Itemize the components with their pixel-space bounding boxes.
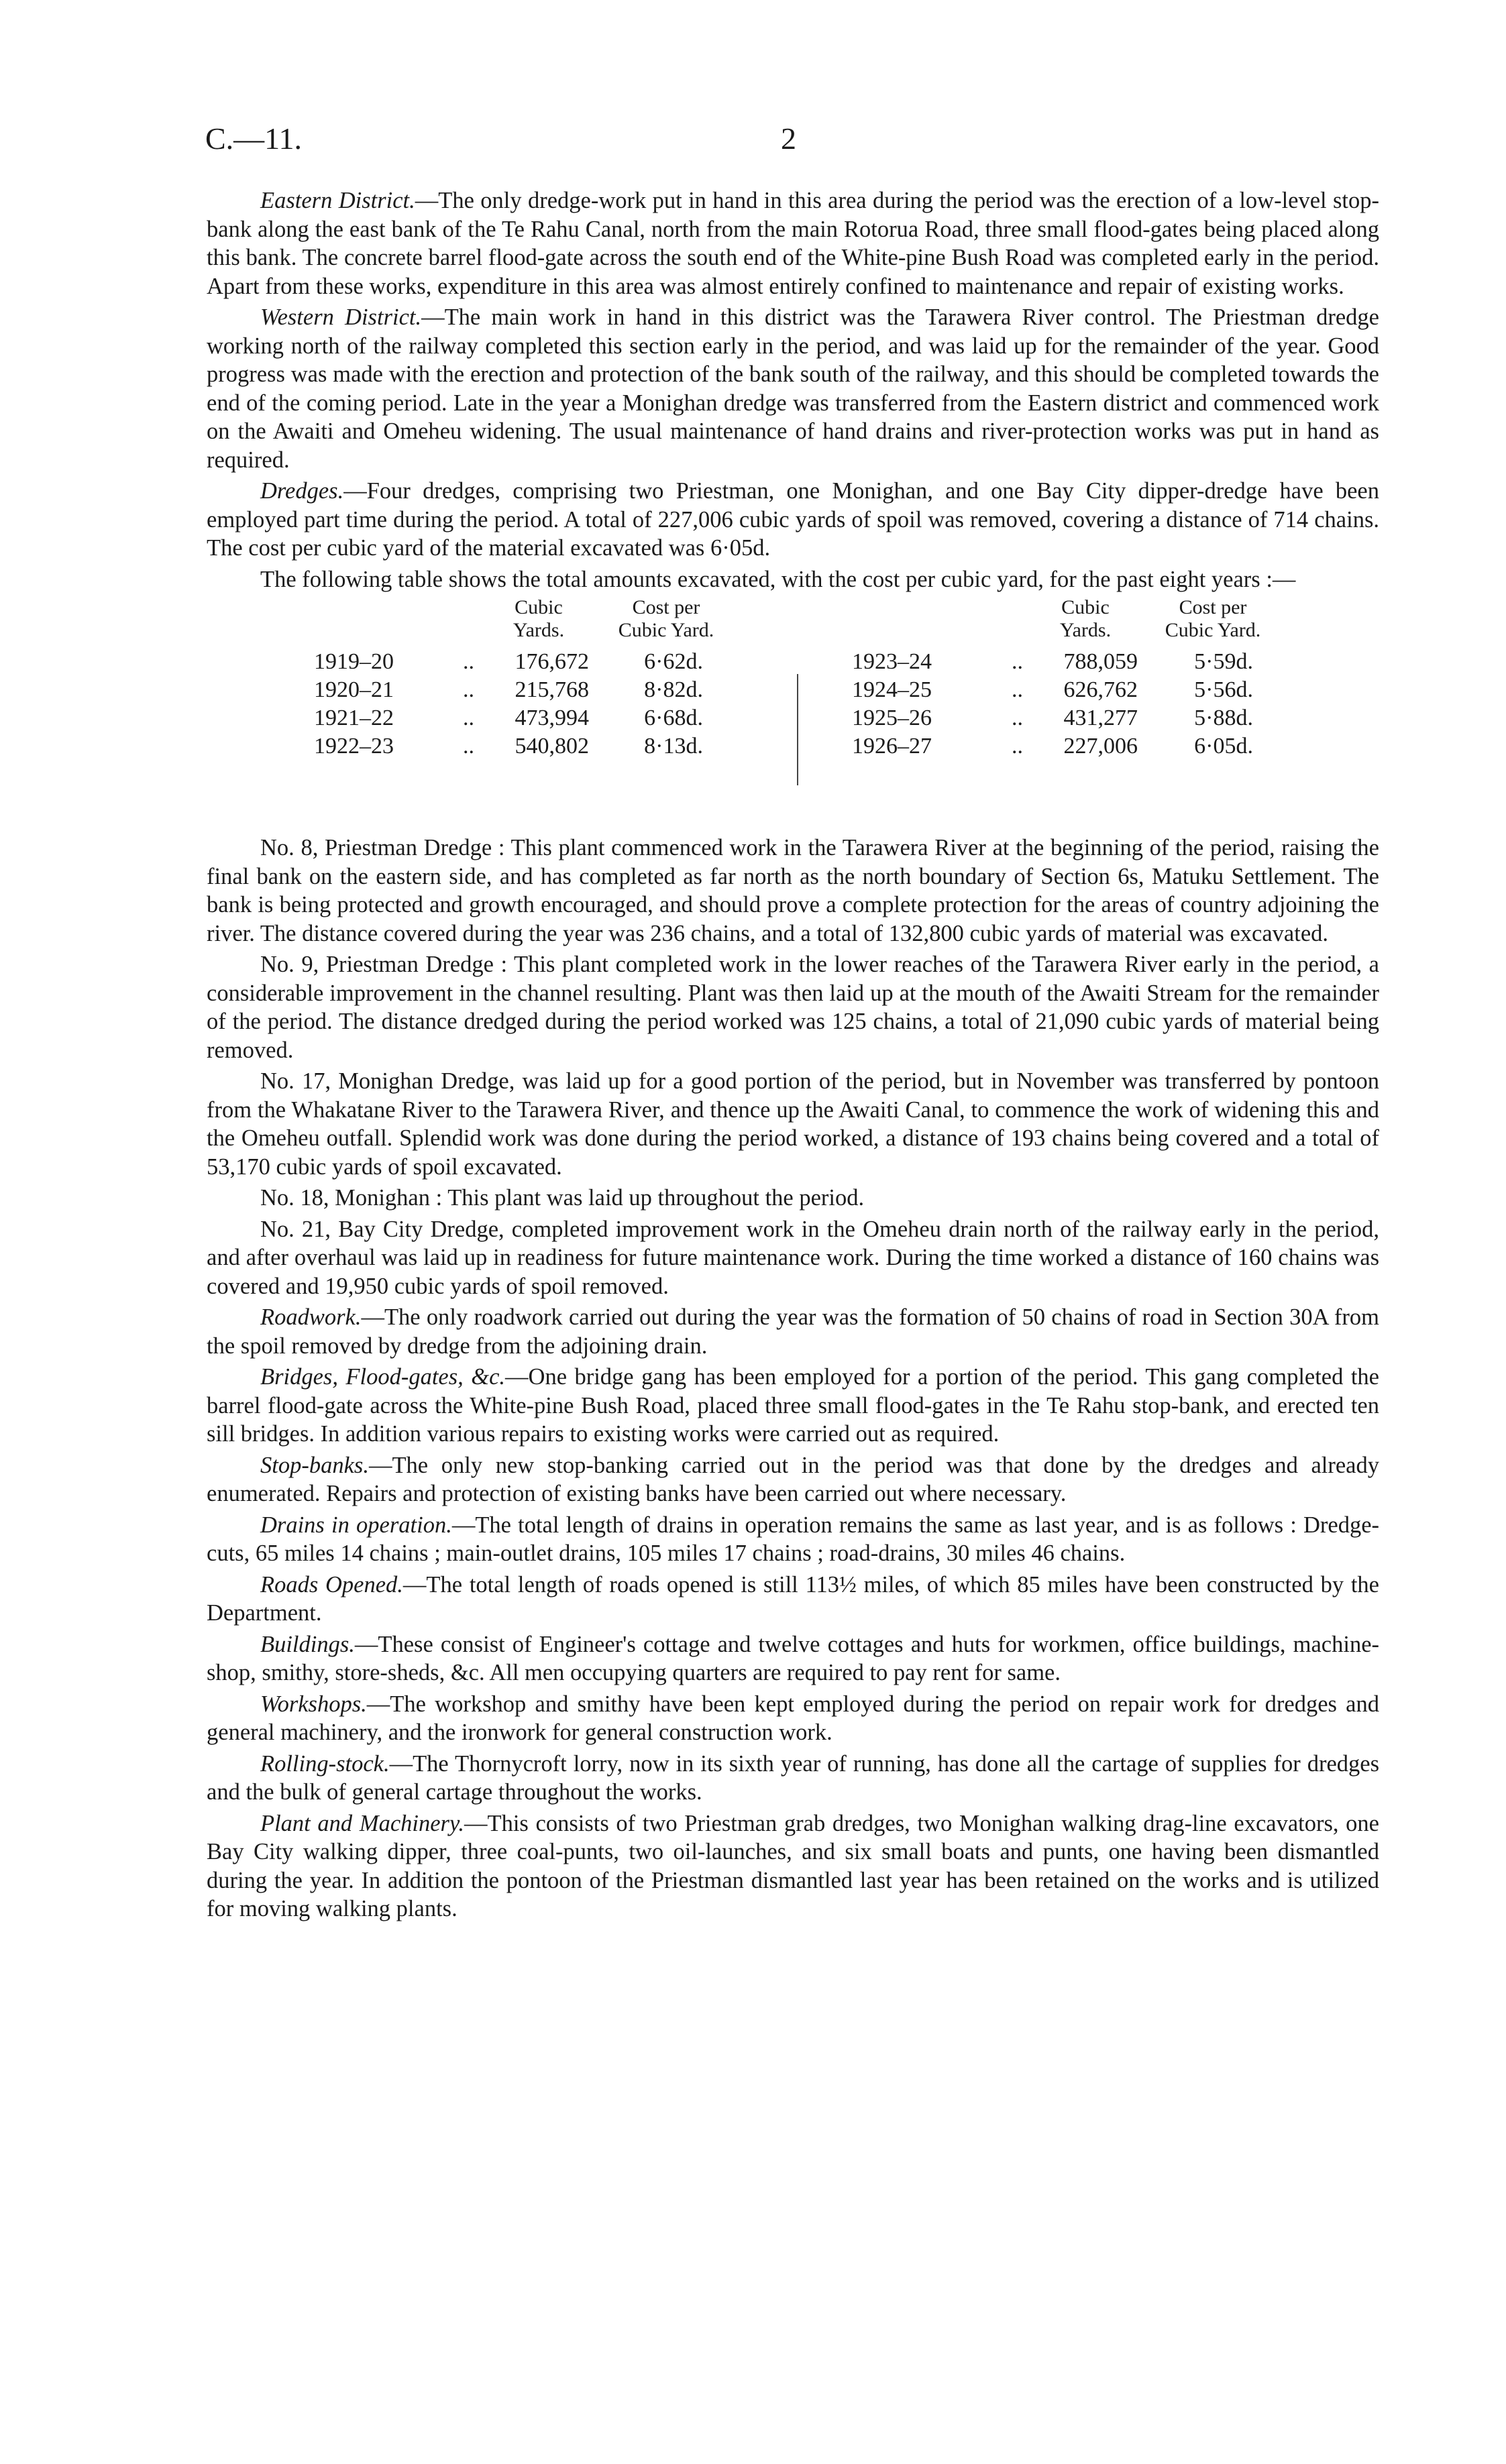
table-cell-leader: .. [463, 677, 474, 702]
table-cell-leader: .. [1012, 677, 1023, 702]
table-cell-cost: 5·88d. [1194, 706, 1253, 730]
paragraph-dredge-no9: No. 9, Priestman Dredge : This plant completed work in the lower reaches of the Tarawera River early in the period, a considerable improvement in the channel resulting. Plant was then laid up at the mouth of the Awaiti Stream for the remainder of the period. The distance dredged during the period worked was 125 chains, a total of 21,090 cubic yards of material being removed. [207, 952, 1379, 1063]
table-cell-yards: 431,277 [1063, 706, 1138, 730]
paragraph-lead: Workshops. [260, 1691, 367, 1717]
table-cell-cost: 6·68d. [644, 706, 703, 730]
paragraph-text: —The only dredge-work put in hand in this area during the period was the erection of a low-level stop-bank along the east bank of the Te Rahu Canal, north from the main Rotorua Road, three small flood-gates being placed along this bank. The concrete barrel flood-gate across the south end of the White-pine Bush Road was completed early in the period. Apart from these works, expenditure in this area was almost entirely confined to maintenance and repair of existing works. [207, 188, 1379, 299]
table-cell-leader: .. [463, 706, 474, 730]
table-cell-year: 1922–23 [314, 734, 394, 759]
table-cell-cost: 5·59d. [1194, 649, 1253, 674]
table-cell-leader: .. [1012, 706, 1023, 730]
paragraph-text: —These consist of Engineer's cottage and twelve cottages and huts for workmen, office buildings, machine-shop, smithy, store-sheds, &c. All men occupying quarters are required to pay rent for same. [207, 1631, 1379, 1685]
paragraph-text: —The only roadwork carried out during the year was the formation of 50 chains of road in Section 30A from the spoil removed by dredge from the adjoining drain. [207, 1304, 1379, 1359]
table-cell-cost: 8·13d. [644, 734, 703, 759]
table-cell-year: 1924–25 [852, 677, 932, 702]
table-cell-yards: 215,768 [515, 677, 589, 702]
paragraph-stop-banks [207, 1451, 1379, 1508]
paragraph-dredge-no18: No. 18, Monighan : This plant was laid up throughout the period. [260, 1185, 865, 1211]
paragraph-rolling-stock [207, 1750, 1379, 1807]
column-divider [797, 674, 798, 785]
paragraph-lead: Plant and Machinery. [260, 1810, 464, 1836]
paragraph-dredge-no21: No. 21, Bay City Dredge, completed improvement work in the Omeheu drain north of the railway early in the period, and after overhaul was laid up in readiness for future maintenance work. During the time worked a distance of 160 chains was covered and 19,950 cubic yards of spoil removed. [207, 1216, 1379, 1299]
paragraph-text: —This consists of two Priestman grab dredges, two Monighan walking drag-line excavators, one Bay City walking dipper, three coal-punts, two oil-launches, and six small boats and punts, one having been dismantled during the year. In addition the pontoon of the Priestman dismantled last year has been retained on the works and is utilized for moving walking plants. [207, 1810, 1379, 1921]
paragraph-plant-machinery [207, 1809, 1379, 1923]
paragraph-lead: Drains in operation. [260, 1512, 452, 1538]
paragraph-workshops [207, 1690, 1379, 1747]
report-body [207, 186, 1379, 1923]
paragraph-roads-opened [207, 1571, 1379, 1628]
paragraph-bridges [207, 1363, 1379, 1449]
paragraph-text: —The main work in hand in this district was the Tarawera River control. The Priestman dredge working north of the railway completed this section early in the period, and was laid up for the remainder of the year. Good progress was made with the erection and protection of the bank south of the railway, and this should be completed towards the end of the coming period. Late in the year a Monighan dredge was transferred from the Eastern district and commenced work on the Awaiti and Omeheu widening. The usual maintenance of hand drains and river-protection works was put in hand as required. [207, 304, 1379, 473]
page-header [205, 121, 1379, 161]
table-cell-leader: .. [463, 734, 474, 759]
paragraph-text: —The total length of drains in operation remains the same as last year, and is as follows : Dredge-cuts, 65 miles 14 chains ; main-outlet drains, 105 miles 17 chains ; road-drains, 30 miles 46 chains. [207, 1512, 1379, 1566]
table-cell-cost: 6·05d. [1194, 734, 1253, 759]
paragraph-text: —One bridge gang has been employed for a portion of the period. This gang completed the barrel flood-gate across the White-pine Bush Road, placed three small flood-gates in the Te Rahu stop-bank, and erected ten sill bridges. In addition various repairs to existing works were carried out as required. [207, 1364, 1379, 1447]
table-cell-year: 1921–22 [314, 706, 394, 730]
document-reference: C.—11. [205, 121, 302, 156]
paragraph-lead: Roadwork. [260, 1304, 362, 1330]
table-cell-year: 1919–20 [314, 649, 394, 674]
paragraph-eastern-district [207, 186, 1379, 300]
paragraph-roadwork [207, 1303, 1379, 1360]
paragraph-lead: Bridges, Flood-gates, &c. [260, 1364, 506, 1390]
paragraph-lead: Western District. [260, 304, 422, 330]
page-number: 2 [781, 121, 796, 156]
column-header-cubic-yards-left: Cubic Yards. [513, 596, 565, 641]
paragraph-lead: Eastern District. [260, 188, 415, 213]
paragraph-text: —Four dredges, comprising two Priestman, one Monighan, and one Bay City dipper-dredge have been employed part time during the period. A total of 227,006 cubic yards of spoil was removed, covering a distance of 714 chains. The cost per cubic yard of the material excavated was 6·05d. [207, 478, 1379, 561]
table-cell-leader: .. [1012, 734, 1023, 759]
table-cell-year: 1920–21 [314, 677, 394, 702]
paragraph-text: —The Thornycroft lorry, now in its sixth year of running, has done all the cartage of supplies for dredges and the bulk of general cartage throughout the works. [207, 1750, 1379, 1805]
table-cell-cost: 6·62d. [644, 649, 703, 674]
table-cell-yards: 176,672 [515, 649, 589, 674]
column-header-cost-left: Cost per Cubic Yard. [618, 596, 714, 641]
paragraph-lead: Buildings. [260, 1631, 355, 1657]
paragraph-lead: Dredges. [260, 478, 344, 504]
paragraph-text: —The only new stop-banking carried out in the period was that done by the dredges and already enumerated. Repairs and protection of existing banks have been carried out where necessary. [207, 1452, 1379, 1506]
column-header-cubic-yards-right: Cubic Yards. [1059, 596, 1112, 641]
excavation-table [207, 596, 1379, 809]
table-cell-yards: 227,006 [1063, 734, 1138, 759]
table-cell-leader: .. [463, 649, 474, 674]
paragraph-table-intro: The following table shows the total amounts excavated, with the cost per cubic yard, for the past eight years :— [260, 566, 1296, 592]
table-cell-year: 1923–24 [852, 649, 932, 674]
table-cell-yards: 626,762 [1063, 677, 1138, 702]
column-header-cost-right: Cost per Cubic Yard. [1165, 596, 1261, 641]
paragraph-dredge-no17: No. 17, Monighan Dredge, was laid up for a good portion of the period, but in November was transferred by pontoon from the Whakatane River to the Tarawera River, and thence up the Awaiti Canal, to commence the work of widening this and the Omeheu outfall. Splendid work was done during the period worked, a distance of 193 chains being covered and a total of 53,170 cubic yards of spoil excavated. [207, 1068, 1379, 1180]
paragraph-lead: Rolling-stock. [260, 1750, 390, 1777]
paragraph-lead: Roads Opened. [260, 1571, 403, 1598]
paragraph-lead: Stop-banks. [260, 1452, 369, 1478]
paragraph-drains [207, 1511, 1379, 1568]
table-cell-yards: 788,059 [1063, 649, 1138, 674]
table-cell-yards: 473,994 [515, 706, 589, 730]
paragraph-buildings [207, 1630, 1379, 1687]
table-cell-leader: .. [1012, 649, 1023, 674]
table-cell-year: 1926–27 [852, 734, 932, 759]
paragraph-dredges [207, 477, 1379, 563]
table-cell-yards: 540,802 [515, 734, 589, 759]
table-cell-year: 1925–26 [852, 706, 932, 730]
paragraph-western-district [207, 303, 1379, 474]
paragraph-text: —The total length of roads opened is still 113½ miles, of which 85 miles have been constructed by the Department. [207, 1571, 1379, 1626]
paragraph-dredge-no8: No. 8, Priestman Dredge : This plant commenced work in the Tarawera River at the beginning of the period, raising the final bank on the eastern side, and has completed as far north as the north boundary of Section 6s, Matuku Settlement. The bank is being protected and growth encouraged, and should prove a complete protection for the areas of country adjoining the river. The distance covered during the year was 236 chains, and a total of 132,800 cubic yards of material was excavated. [207, 835, 1379, 946]
table-cell-cost: 8·82d. [644, 677, 703, 702]
table-cell-cost: 5·56d. [1194, 677, 1253, 702]
paragraph-text: —The workshop and smithy have been kept employed during the period on repair work for dredges and general machinery, and the ironwork for general construction work. [207, 1691, 1379, 1745]
